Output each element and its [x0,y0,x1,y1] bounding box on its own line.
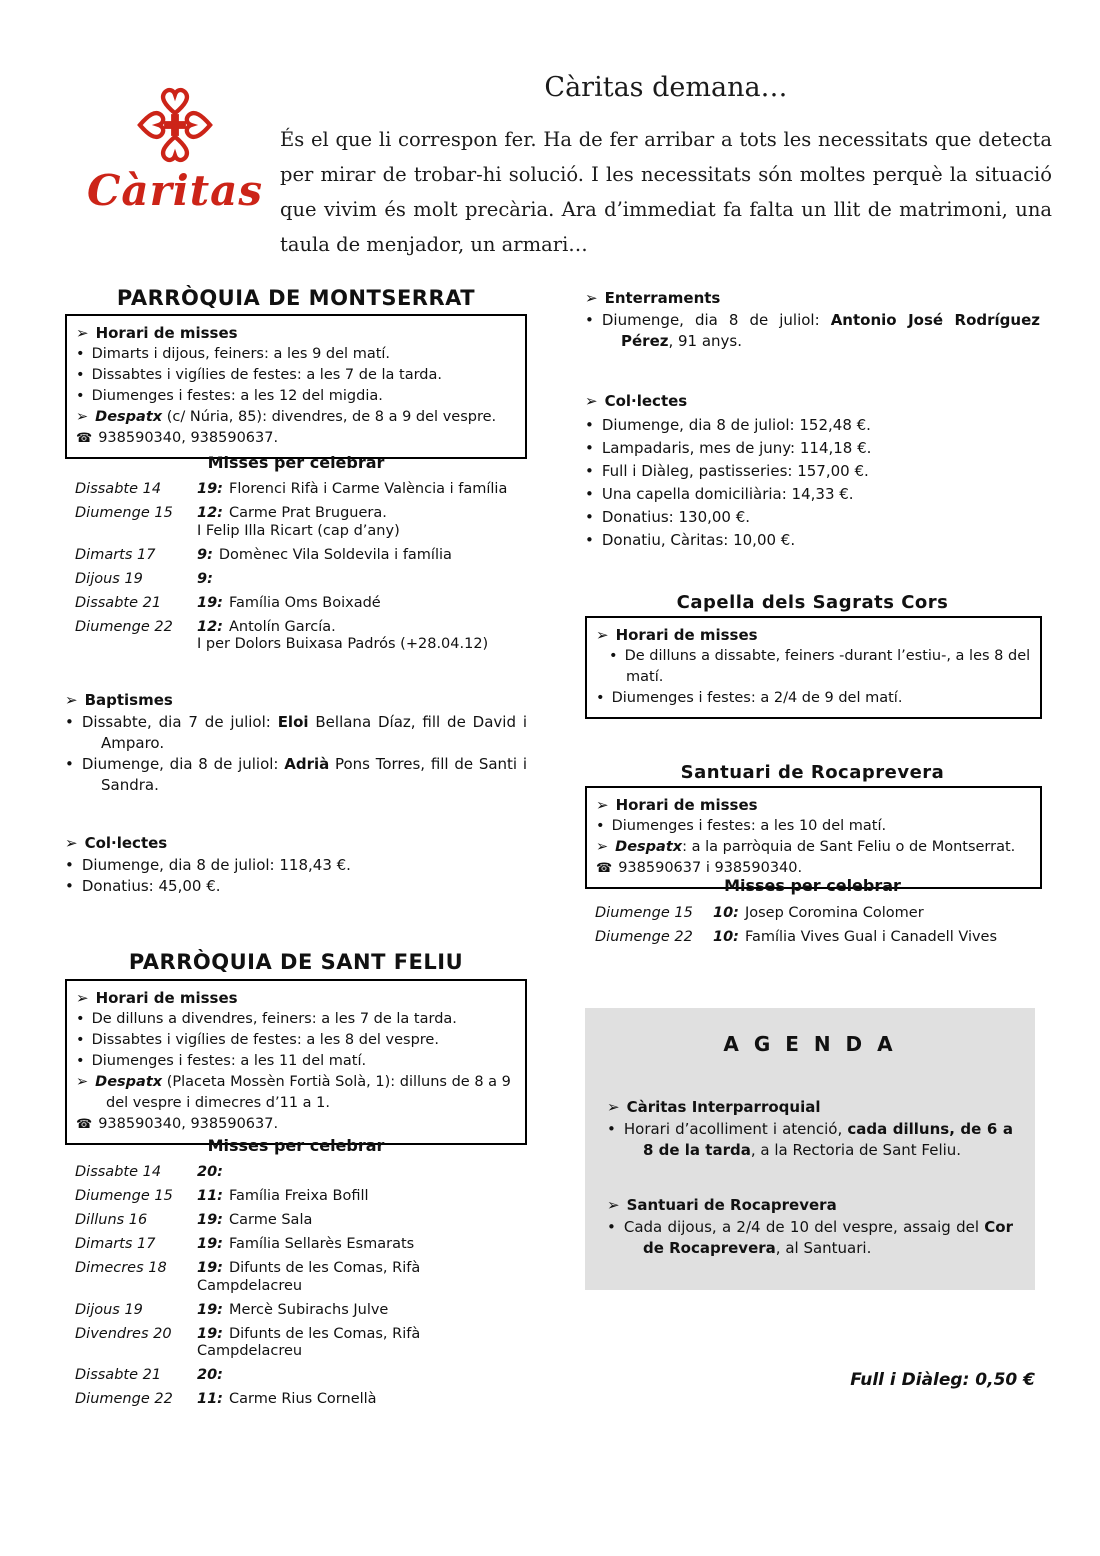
subsection-heading: ➢ Col·lectes [585,392,688,410]
mass-time: 9: [197,570,213,587]
mass-row [75,1367,527,1385]
schedule-item: • De dilluns a divendres, feiners: a les 7 de la tarda. [76,1011,457,1027]
intro-paragraph: És el que li correspon fer. Ha de fer arribar a tots les necessitats que detecta per mirar de trobar-hi solució. I les necessitats són moltes perquè la situació que vivim és molt precària. Ara d’immediat fa falta un llit de matrimoni, una taula de menjador, un armari… [280,128,1052,256]
mass-intention-2: I per Dolors Buixasa Padrós (+28.04.12) [197,636,489,652]
mass-day: Dimarts 17 [75,1236,156,1252]
list-item: • Diumenge, dia 8 de juliol: Antonio José Rodríguez Pérez, 91 anys. [585,311,1041,350]
mass-time: 19: [197,1236,223,1252]
arrow-icon: ➢ [596,626,609,644]
mass-row [75,547,527,565]
bullet-icon: • [607,1218,616,1236]
mass-time: 20: [197,1367,223,1383]
mass-detail [197,547,527,565]
bullet-icon: • [585,485,594,503]
mass-detail [197,1391,527,1409]
despatx-line: ➢ Despatx (c/ Núria, 85): divendres, de 8 a 9 del vespre. [76,409,497,425]
mass-detail [197,571,527,589]
mass-day: Diumenge 15 [75,1188,173,1204]
mass-row [75,1212,527,1230]
mass-day: Dilluns 16 [75,1212,148,1228]
section-title-montserrat: PARRÒQUIA DE MONTSERRAT [116,286,476,310]
enterraments-section [585,288,1040,352]
agenda-title: A G E N D A [723,1032,897,1056]
mass-row [75,505,527,540]
mass-row [75,1326,527,1361]
mass-intention: Difunts de les Comas, Rifà [228,1260,421,1276]
mass-intention: Família Vives Gual i Canadell Vives [744,929,998,945]
price-note: Full i Diàleg: 0,50 € [850,1370,1035,1390]
arrow-icon: ➢ [596,839,609,855]
mass-time: 19: [197,481,223,497]
schedule-box-sant-feliu [65,979,527,1145]
schedule-heading: ➢ Horari de misses [76,324,238,342]
section-title-sant-feliu: PARRÒQUIA DE SANT FELIU [128,950,464,974]
collectes-section-right [585,390,1040,552]
mass-detail [197,1326,527,1361]
arrow-icon: ➢ [65,691,78,709]
mass-day: Dissabte 21 [75,594,162,611]
list-item: • Donatiu, Càritas: 10,00 €. [585,531,796,549]
list-item: • Donatius: 130,00 €. [585,508,751,526]
mass-detail [713,905,1040,923]
mass-intention-2: Campdelacreu [197,1277,303,1294]
mass-time: 19: [197,1260,223,1276]
schedule-item: • Dissabtes i vigílies de festes: a les 8 del vespre. [76,1032,439,1048]
schedule-item: • Diumenges i festes: a 2/4 de 9 del matí. [596,690,903,706]
schedule-box-rocaprevera [585,786,1042,889]
mass-time: 10: [713,905,739,921]
bullet-icon: • [585,508,594,526]
despatx-line: ➢ Despatx (Placeta Mossèn Fortià Solà, 1): dilluns de 8 a 9 del vespre i dimecres d’11 a 1. [76,1074,511,1111]
mass-row [75,595,527,613]
caritas-logo [70,86,280,215]
mass-day: Diumenge 22 [75,1391,173,1407]
mass-detail [197,595,527,613]
schedule-item: • De dilluns a dissabte, feiners -durant l’estiu-, a les 8 del matí. [609,648,1031,685]
mass-detail [197,1212,527,1230]
section-title-sagrats-cors: Capella dels Sagrats Cors [676,592,949,613]
mass-time: 11: [197,1188,223,1204]
subsection-heading: ➢ Baptismes [65,691,173,709]
mass-day: Diumenge 22 [75,618,173,635]
mass-day: Dissabte 14 [75,1164,162,1180]
agenda-heading: ➢ Càritas Interparroquial [607,1098,821,1116]
mass-intention: Carme Prat Bruguera. [228,505,387,521]
mass-row [595,929,1040,947]
phone-line: ☎ 938590340, 938590637. [76,1116,279,1132]
section-title-rocaprevera: Santuari de Rocaprevera [680,762,945,783]
mass-row [595,905,1040,923]
schedule-box-sagrats-cors [585,616,1042,719]
mass-row [75,1260,527,1295]
mass-detail [197,1302,527,1320]
list-item: • Full i Diàleg, pastisseries: 157,00 €. [585,462,869,480]
arrow-icon: ➢ [607,1196,620,1214]
bullet-icon: • [76,1011,85,1027]
mass-intention: Família Oms Boixadé [228,594,381,611]
schedule-item: • Diumenges i festes: a les 11 del matí. [76,1053,367,1069]
subsection-heading: ➢ Col·lectes [65,834,168,852]
bullet-icon: • [76,346,85,362]
mass-intention: Antolín García. [228,618,336,635]
arrow-icon: ➢ [585,392,598,410]
schedule-item: • Diumenges i festes: a les 12 del migdia. [76,388,383,404]
bullet-icon: • [65,856,74,874]
schedule-box-montserrat [65,314,527,459]
phone-icon: ☎ [76,431,93,446]
masses-section-montserrat [65,453,527,660]
mass-row [75,571,527,589]
mass-time: 20: [197,1164,223,1180]
mass-detail [197,1260,527,1295]
mass-intention: Família Sellarès Esmarats [228,1236,415,1252]
arrow-icon: ➢ [596,796,609,814]
mass-row [75,1188,527,1206]
arrow-icon: ➢ [76,409,89,425]
mass-time: 11: [197,1391,223,1407]
arrow-icon: ➢ [65,834,78,852]
mass-time: 19: [197,1301,223,1318]
schedule-item: • Dissabtes i vigílies de festes: a les 7 de la tarda. [76,367,442,383]
list-item: • Dissabte, dia 7 de juliol: Eloi Bellana Díaz, fill de David i Amparo. [65,713,527,752]
baptismes-section [65,690,527,796]
bullet-icon: • [607,1120,616,1138]
bullet-icon: • [76,1032,85,1048]
phone-icon: ☎ [76,1117,93,1132]
list-item: • Diumenge, dia 8 de juliol: 152,48 €. [585,416,871,434]
mass-detail [197,481,527,499]
mass-intention: Florenci Rifà i Carme València i família [228,481,508,497]
arrow-icon: ➢ [607,1098,620,1116]
mass-time: 19: [197,594,223,611]
bullet-icon: • [585,416,594,434]
mass-detail [197,1236,527,1254]
arrow-icon: ➢ [76,324,89,342]
mass-row [75,1391,527,1409]
mass-intention: Carme Sala [228,1212,313,1228]
mass-detail [197,1164,527,1182]
mass-day: Dijous 19 [75,1301,143,1318]
list-item: • Una capella domiciliària: 14,33 €. [585,485,854,503]
heart-cross-icon [125,86,225,164]
mass-intention: Carme Rius Cornellà [228,1391,377,1407]
subsection-heading: ➢ Enterraments [585,289,721,307]
mass-time: 19: [197,1325,223,1342]
bullet-icon: • [76,1053,85,1069]
list-item: • Lampadaris, mes de juny: 114,18 €. [585,439,872,457]
mass-intention: Josep Coromina Colomer [744,905,924,921]
bullet-icon: • [76,367,85,383]
masses-section-sant-feliu [65,1136,527,1415]
bullet-icon: • [585,462,594,480]
schedule-heading: ➢ Horari de misses [76,989,238,1007]
mass-time: 10: [713,929,739,945]
despatx-label: Despatx [615,839,683,855]
mass-time: 9: [197,546,213,563]
arrow-icon: ➢ [76,989,89,1007]
arrow-icon: ➢ [585,289,598,307]
mass-day: Divendres 20 [75,1325,172,1342]
mass-intention-2: Campdelacreu [197,1343,303,1359]
mass-time: 19: [197,1212,223,1228]
agenda-heading: ➢ Santuari de Rocaprevera [607,1196,837,1214]
mass-detail [197,1188,527,1206]
phone-icon: ☎ [596,861,613,876]
mass-intention: Difunts de les Comas, Rifà [228,1325,421,1342]
mass-day: Dissabte 21 [75,1367,162,1383]
mass-row [75,619,527,654]
agenda-item: • Horari d’acolliment i atenció, cada dilluns, de 6 a 8 de la tarda, a la Rectoria de Sant Feliu. [607,1120,1013,1159]
mass-intention: Mercè Subirachs Julve [228,1301,389,1318]
despatx-line: ➢ Despatx: a la parròquia de Sant Feliu o de Montserrat. [596,839,1016,855]
despatx-label: Despatx [95,409,163,425]
mass-row [75,1236,527,1254]
mass-time: 12: [197,618,223,635]
mass-intention: Domènec Vila Soldevila i família [218,546,452,563]
agenda-box [585,1008,1035,1290]
bullet-icon: • [65,713,74,731]
caritas-wordmark: Càritas [87,166,263,215]
schedule-heading: ➢ Horari de misses [596,796,758,814]
phone-line: ☎ 938590340, 938590637. [76,430,279,446]
mass-day: Dissabte 14 [75,481,162,497]
mass-row [75,1302,527,1320]
mass-row [75,1164,527,1182]
bullet-icon: • [609,648,618,664]
collectes-section-montserrat [65,833,527,897]
schedule-item: • Diumenges i festes: a les 10 del matí. [596,818,887,834]
masses-heading: Misses per celebrar [207,453,385,472]
mass-detail [713,929,1040,947]
mass-day: Diumenge 15 [595,905,693,921]
bullet-icon: • [76,388,85,404]
bullet-icon: • [65,877,74,895]
despatx-label: Despatx [95,1074,163,1090]
bullet-icon: • [596,690,605,706]
arrow-icon: ➢ [76,1074,89,1090]
bullet-icon: • [585,439,594,457]
mass-day: Dimecres 18 [75,1260,167,1276]
mass-row [75,481,527,499]
masses-heading: Misses per celebrar [724,876,901,895]
mass-day: Diumenge 22 [595,929,693,945]
list-item: • Diumenge, dia 8 de juliol: Adrià Pons Torres, fill de Santi i Sandra. [65,755,528,794]
mass-detail [197,1367,527,1385]
list-item: • Diumenge, dia 8 de juliol: 118,43 €. [65,856,351,874]
bullet-icon: • [596,818,605,834]
mass-day: Dijous 19 [75,570,143,587]
mass-day: Diumenge 15 [75,505,173,521]
bullet-icon: • [585,311,594,329]
mass-intention-2: I Felip Illa Ricart (cap d’any) [197,522,400,539]
list-item: • Donatius: 45,00 €. [65,877,221,895]
agenda-item: • Cada dijous, a 2/4 de 10 del vespre, assaig del Cor de Rocaprevera, al Santuari. [607,1218,1013,1257]
mass-detail [197,505,527,540]
phone-line: ☎ 938590637 i 938590340. [596,860,803,876]
bullet-icon: • [65,755,74,773]
page-title: Càritas demana… [544,72,788,103]
schedule-item: • Dimarts i dijous, feiners: a les 9 del matí. [76,346,391,362]
mass-detail [197,619,527,654]
mass-day: Dimarts 17 [75,546,156,563]
mass-intention: Família Freixa Bofill [228,1188,369,1204]
bullet-icon: • [585,531,594,549]
masses-section-rocaprevera [585,876,1040,953]
masses-heading: Misses per celebrar [207,1136,385,1155]
schedule-heading: ➢ Horari de misses [596,626,758,644]
mass-time: 12: [197,505,223,521]
